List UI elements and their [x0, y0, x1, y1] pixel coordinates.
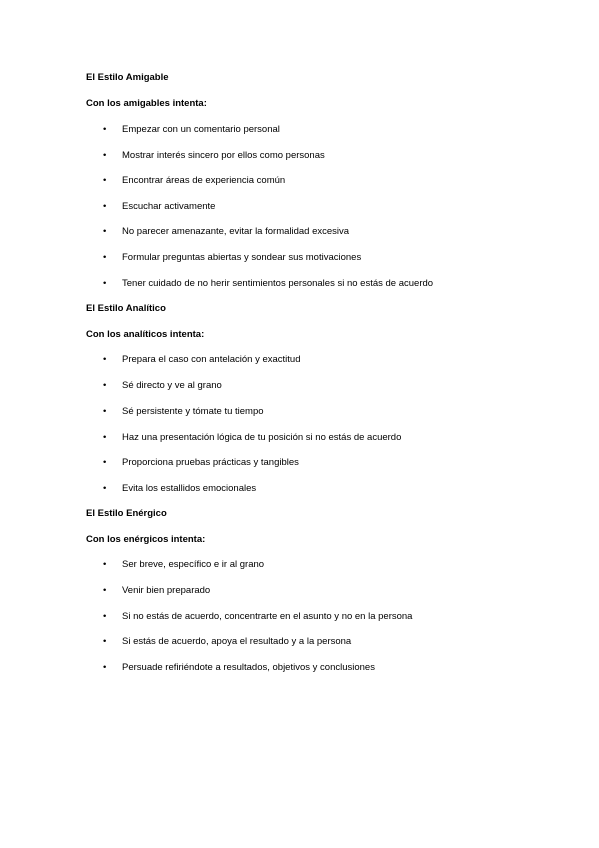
bullet-icon: •	[103, 406, 107, 417]
section-intro-analitico: Con los analíticos intenta:	[86, 329, 205, 340]
list-item	[0, 122, 599, 138]
list-item-text: Persuade refiriéndote a resultados, objetivos y conclusiones	[122, 662, 375, 673]
list-item	[0, 378, 599, 394]
bullet-icon: •	[103, 252, 107, 263]
list-item-text: Mostrar interés sincero por ellos como personas	[122, 150, 325, 161]
bullet-icon: •	[103, 278, 107, 289]
list-item	[0, 276, 599, 292]
bullet-icon: •	[103, 380, 107, 391]
list-item-text: Proporciona pruebas prácticas y tangibles	[122, 457, 299, 468]
list-item-text: Evita los estallidos emocionales	[122, 483, 257, 494]
list-item-text: Escuchar activamente	[122, 201, 216, 212]
bullet-icon: •	[103, 636, 107, 647]
list-item	[0, 148, 599, 164]
list-item	[0, 609, 599, 625]
bullet-icon: •	[103, 559, 107, 570]
list-item-text: Si estás de acuerdo, apoya el resultado y a la persona	[122, 636, 352, 647]
list-item	[0, 430, 599, 446]
bullet-icon: •	[103, 201, 107, 212]
list-item	[0, 199, 599, 215]
section-title-amigable: El Estilo Amigable	[86, 72, 169, 83]
bullet-icon: •	[103, 611, 107, 622]
section-title-energico: El Estilo Enérgico	[86, 508, 167, 519]
list-item	[0, 557, 599, 573]
list-item-text: Sé directo y ve al grano	[122, 380, 222, 391]
section-intro-energico: Con los enérgicos intenta:	[86, 534, 206, 545]
bullet-icon: •	[103, 354, 107, 365]
list-item	[0, 173, 599, 189]
bullet-icon: •	[103, 124, 107, 135]
bullet-icon: •	[103, 585, 107, 596]
list-item	[0, 250, 599, 266]
list-item-text: No parecer amenazante, evitar la formalidad excesiva	[122, 226, 350, 237]
bullet-icon: •	[103, 175, 107, 186]
list-item-text: Encontrar áreas de experiencia común	[122, 175, 286, 186]
list-item-text: Formular preguntas abiertas y sondear sus motivaciones	[122, 252, 362, 263]
list-item	[0, 634, 599, 650]
list-item-text: Sé persistente y tómate tu tiempo	[122, 406, 264, 417]
list-item	[0, 583, 599, 599]
list-item-text: Haz una presentación lógica de tu posición si no estás de acuerdo	[122, 432, 402, 443]
bullet-icon: •	[103, 483, 107, 494]
list-item-text: Prepara el caso con antelación y exactitud	[122, 354, 301, 365]
list-item	[0, 660, 599, 676]
list-item-text: Venir bien preparado	[122, 585, 211, 596]
list-item-text: Si no estás de acuerdo, concentrarte en el asunto y no en la persona	[122, 611, 413, 622]
list-item	[0, 352, 599, 368]
bullet-icon: •	[103, 150, 107, 161]
list-item-text: Empezar con un comentario personal	[122, 124, 280, 135]
section-title-analitico: El Estilo Analítico	[86, 303, 166, 314]
list-item	[0, 224, 599, 240]
section-intro-amigable: Con los amigables intenta:	[86, 98, 207, 109]
list-item	[0, 404, 599, 420]
bullet-icon: •	[103, 432, 107, 443]
list-item	[0, 455, 599, 471]
list-item	[0, 481, 599, 497]
bullet-icon: •	[103, 662, 107, 673]
list-item-text: Tener cuidado de no herir sentimientos personales si no estás de acuerdo	[122, 278, 434, 289]
bullet-icon: •	[103, 226, 107, 237]
list-item-text: Ser breve, específico e ir al grano	[122, 559, 265, 570]
bullet-icon: •	[103, 457, 107, 468]
